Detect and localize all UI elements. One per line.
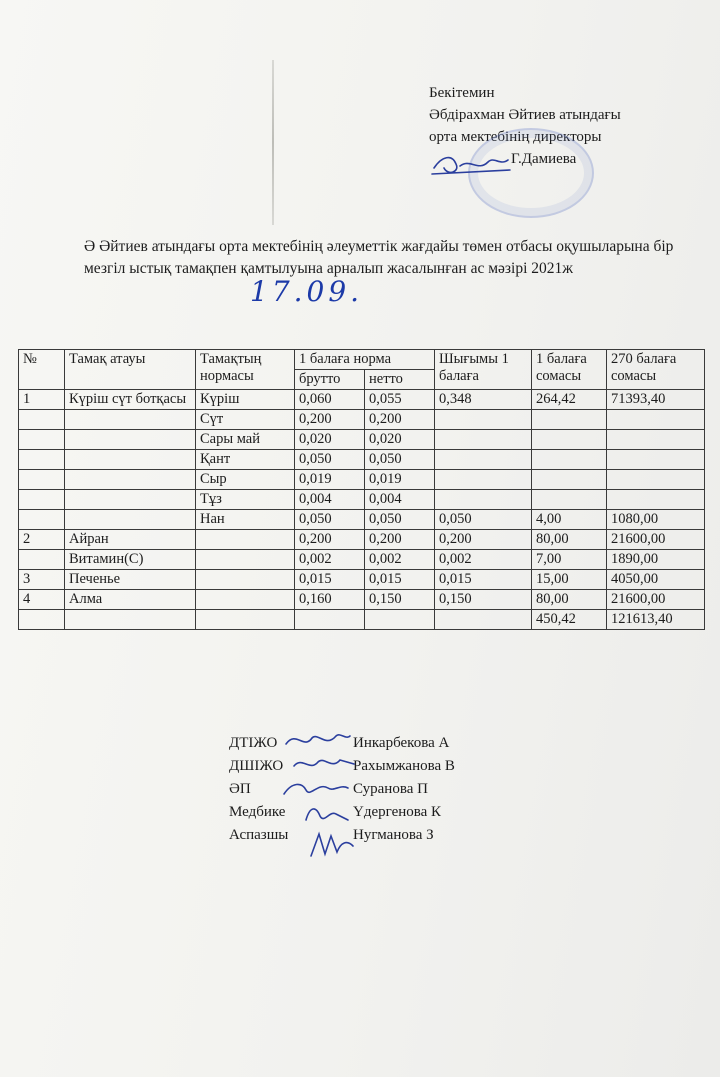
cell-norm: Күріш <box>196 390 295 410</box>
cell-output: 0,002 <box>435 550 532 570</box>
header-norm: Тамақтың нормасы <box>196 350 295 390</box>
table-row <box>19 610 705 630</box>
cell-dish <box>65 430 196 450</box>
cell-norm: Тұз <box>196 490 295 510</box>
staff-role: Аспазшы <box>229 827 289 843</box>
cell-gross: 0,020 <box>295 430 365 450</box>
menu-table <box>18 349 705 630</box>
cell-sum270 <box>607 490 705 510</box>
cell-norm: Сыр <box>196 470 295 490</box>
handwritten-date: 17.09. <box>250 275 364 308</box>
cell-num: 4 <box>19 590 65 610</box>
table-row <box>19 470 705 490</box>
signature-icon <box>300 800 350 828</box>
table-row <box>19 590 705 610</box>
cell-norm: Сүт <box>196 410 295 430</box>
signature-icon <box>305 828 355 862</box>
cell-output <box>435 430 532 450</box>
table-row <box>19 550 705 570</box>
cell-dish <box>65 470 196 490</box>
cell-num: 1 <box>19 390 65 410</box>
cell-sum1: 450,42 <box>532 610 607 630</box>
cell-output: 0,015 <box>435 570 532 590</box>
cell-gross: 0,019 <box>295 470 365 490</box>
cell-output <box>435 410 532 430</box>
header-sum270: 270 балаға сомасы <box>607 350 705 390</box>
table-row <box>19 490 705 510</box>
cell-gross: 0,015 <box>295 570 365 590</box>
cell-gross: 0,002 <box>295 550 365 570</box>
cell-gross: 0,160 <box>295 590 365 610</box>
header-net: нетто <box>365 370 435 390</box>
cell-norm <box>196 530 295 550</box>
approval-title: Бекітемин <box>429 85 495 101</box>
cell-dish: Печенье <box>65 570 196 590</box>
signature-icon <box>282 728 352 752</box>
cell-net: 0,002 <box>365 550 435 570</box>
cell-net: 0,019 <box>365 470 435 490</box>
cell-gross: 0,050 <box>295 510 365 530</box>
cell-sum1: 80,00 <box>532 530 607 550</box>
table-row <box>19 410 705 430</box>
cell-output: 0,150 <box>435 590 532 610</box>
cell-num: 2 <box>19 530 65 550</box>
signature-icon <box>290 752 356 776</box>
staff-name: Рахымжанова В <box>353 758 455 774</box>
cell-sum1: 7,00 <box>532 550 607 570</box>
table-row <box>19 390 705 410</box>
staff-name: Суранова П <box>353 781 428 797</box>
cell-norm: Нан <box>196 510 295 530</box>
director-signature-icon <box>430 148 512 180</box>
cell-norm: Сары май <box>196 430 295 450</box>
cell-sum1: 264,42 <box>532 390 607 410</box>
table-row <box>19 530 705 550</box>
staff-name: Нугманова З <box>353 827 434 843</box>
cell-output <box>435 490 532 510</box>
cell-sum1 <box>532 450 607 470</box>
cell-dish: Витамин(С) <box>65 550 196 570</box>
cell-sum270: 71393,40 <box>607 390 705 410</box>
cell-num <box>19 550 65 570</box>
cell-sum270 <box>607 430 705 450</box>
cell-sum1 <box>532 410 607 430</box>
cell-dish <box>65 410 196 430</box>
staff-name: Үдергенова К <box>353 804 442 820</box>
header-gross: брутто <box>295 370 365 390</box>
cell-num <box>19 470 65 490</box>
cell-net: 0,020 <box>365 430 435 450</box>
cell-dish: Күріш сүт ботқасы <box>65 390 196 410</box>
cell-net <box>365 610 435 630</box>
table-row <box>19 510 705 530</box>
staff-role: Медбике <box>229 804 286 820</box>
cell-net: 0,050 <box>365 450 435 470</box>
cell-dish: Айран <box>65 530 196 550</box>
cell-num: 3 <box>19 570 65 590</box>
cell-sum1: 80,00 <box>532 590 607 610</box>
header-per-child: 1 балаға норма <box>295 350 435 370</box>
cell-output <box>435 610 532 630</box>
cell-sum1: 15,00 <box>532 570 607 590</box>
cell-sum1 <box>532 430 607 450</box>
cell-norm <box>196 570 295 590</box>
cell-dish <box>65 490 196 510</box>
cell-sum270: 1080,00 <box>607 510 705 530</box>
cell-net: 0,050 <box>365 510 435 530</box>
staff-role: ДШІЖО <box>229 758 284 774</box>
cell-output: 0,200 <box>435 530 532 550</box>
staff-role: ДТІЖО <box>229 735 278 751</box>
cell-sum270: 1890,00 <box>607 550 705 570</box>
table-header-row <box>19 350 705 370</box>
header-output: Шығымы 1 балаға <box>435 350 532 390</box>
cell-norm <box>196 550 295 570</box>
cell-num <box>19 450 65 470</box>
cell-gross: 0,050 <box>295 450 365 470</box>
header-num: № <box>19 350 65 390</box>
cell-sum270: 21600,00 <box>607 530 705 550</box>
approval-signer: Г.Дамиева <box>511 151 577 167</box>
approval-position: орта мектебінің директоры <box>429 129 602 145</box>
table-row <box>19 570 705 590</box>
cell-num <box>19 490 65 510</box>
cell-dish: Алма <box>65 590 196 610</box>
cell-norm: Қант <box>196 450 295 470</box>
cell-num <box>19 430 65 450</box>
cell-num <box>19 510 65 530</box>
cell-net: 0,200 <box>365 410 435 430</box>
cell-sum270 <box>607 470 705 490</box>
cell-gross: 0,004 <box>295 490 365 510</box>
cell-net: 0,004 <box>365 490 435 510</box>
cell-net: 0,200 <box>365 530 435 550</box>
cell-output: 0,348 <box>435 390 532 410</box>
cell-norm <box>196 590 295 610</box>
table-row <box>19 450 705 470</box>
cell-gross: 0,200 <box>295 530 365 550</box>
cell-sum1: 4,00 <box>532 510 607 530</box>
cell-net: 0,150 <box>365 590 435 610</box>
staff-name: Инкарбекова А <box>353 735 450 751</box>
cell-sum270: 21600,00 <box>607 590 705 610</box>
cell-norm <box>196 610 295 630</box>
cell-sum270: 4050,00 <box>607 570 705 590</box>
document-heading: Ә Әйтиев атындағы орта мектебінің әлеуметтік жағдайы төмен отбасы оқушыларына бір мезгіл ыстық тамақпен қамтылуына арналып жасалынған ас мәзірі 2021ж <box>84 238 674 277</box>
cell-sum270: 121613,40 <box>607 610 705 630</box>
cell-dish <box>65 510 196 530</box>
header-dish: Тамақ атауы <box>65 350 196 390</box>
cell-sum1 <box>532 490 607 510</box>
cell-net: 0,015 <box>365 570 435 590</box>
cell-sum270 <box>607 410 705 430</box>
approval-school: Әбдірахман Әйтиев атындағы <box>429 107 621 123</box>
cell-output <box>435 450 532 470</box>
cell-gross: 0,200 <box>295 410 365 430</box>
cell-num <box>19 410 65 430</box>
cell-sum1 <box>532 470 607 490</box>
cell-output <box>435 470 532 490</box>
paper-fold <box>272 60 274 225</box>
table-row <box>19 430 705 450</box>
cell-num <box>19 610 65 630</box>
cell-dish <box>65 610 196 630</box>
cell-gross <box>295 610 365 630</box>
cell-dish <box>65 450 196 470</box>
cell-net: 0,055 <box>365 390 435 410</box>
staff-role: ӘП <box>229 781 251 797</box>
header-sum1: 1 балаға сомасы <box>532 350 607 390</box>
cell-output: 0,050 <box>435 510 532 530</box>
cell-sum270 <box>607 450 705 470</box>
cell-gross: 0,060 <box>295 390 365 410</box>
